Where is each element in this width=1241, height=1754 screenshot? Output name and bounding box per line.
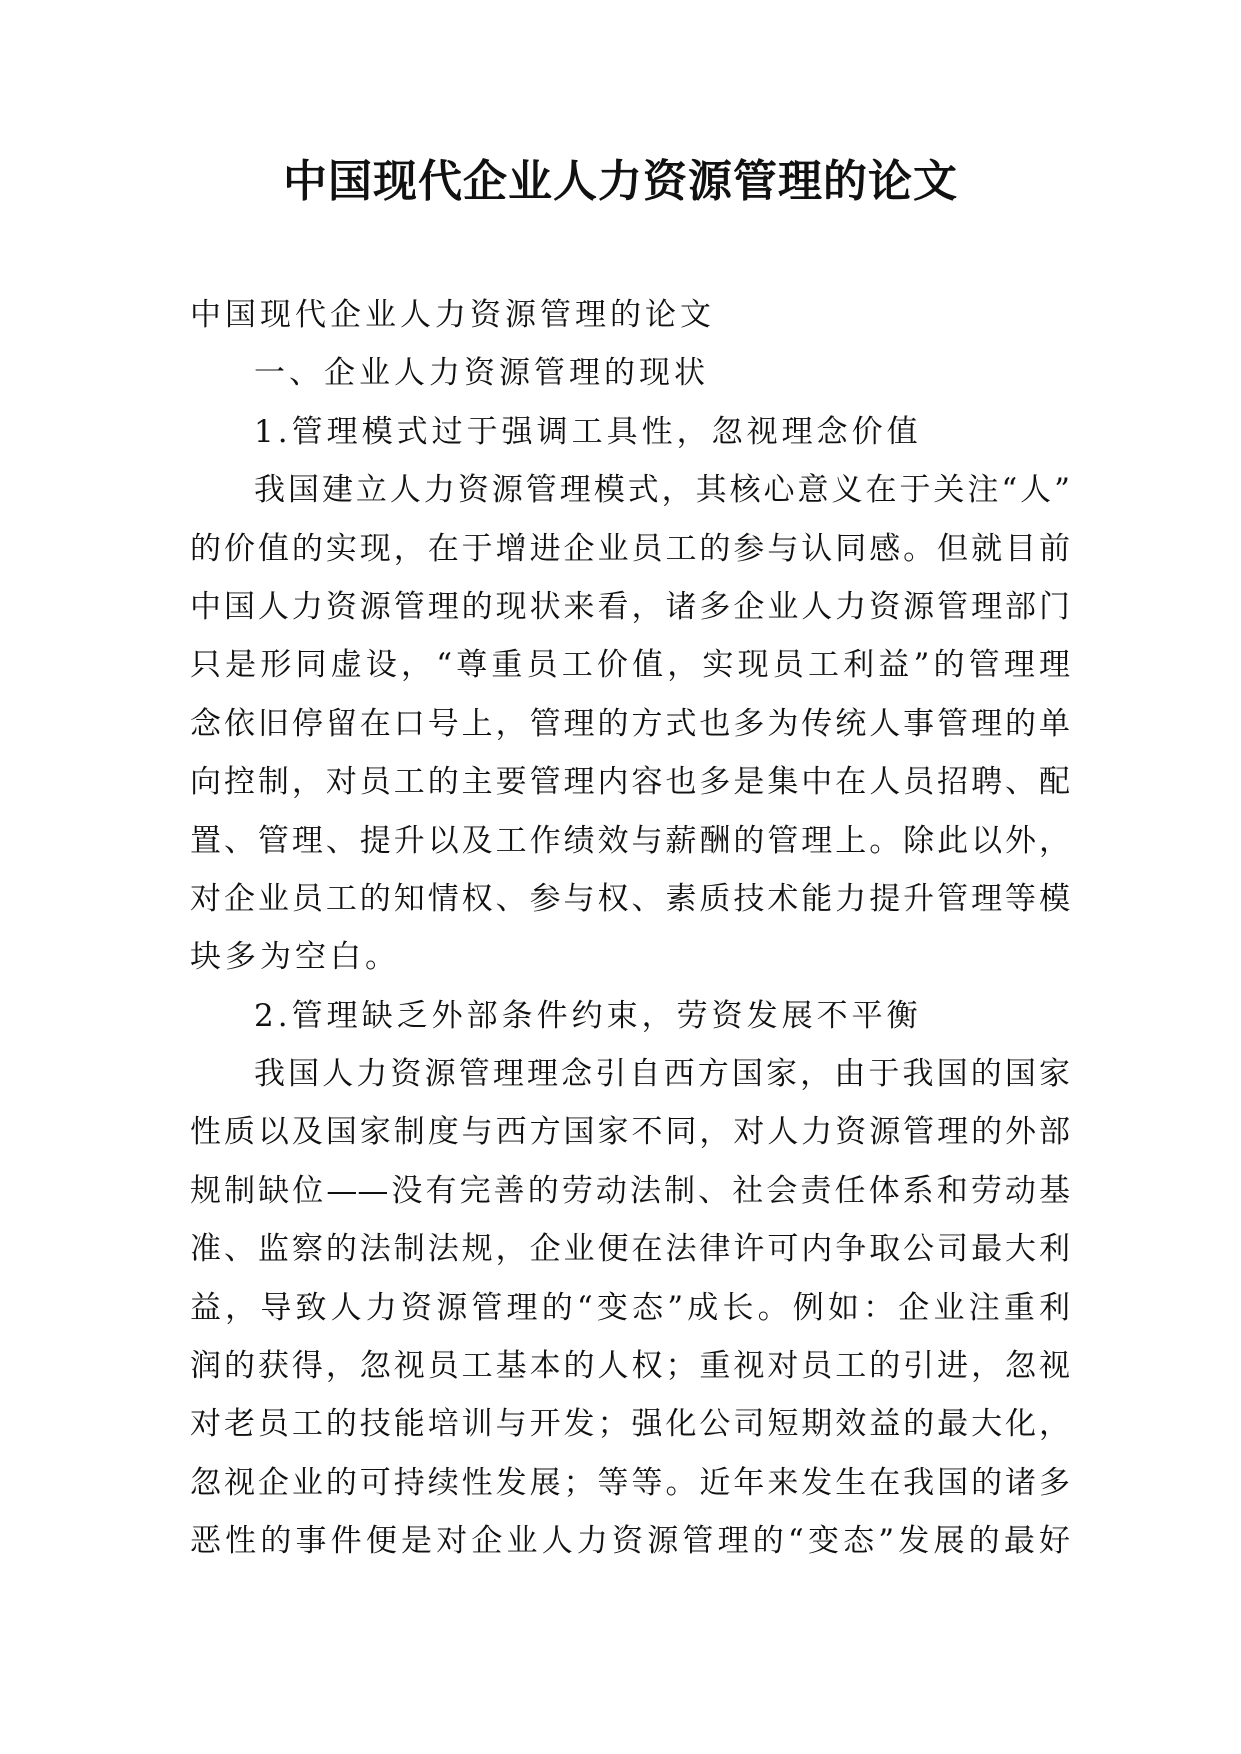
text-line: 我国人力资源管理理念引自西方国家，由于我国的国家 bbox=[254, 1056, 1070, 1093]
text-line: 准、监察的法制法规，企业便在法律许可内争取公司最大利 bbox=[190, 1231, 1070, 1268]
text-line: 对老员工的技能培训与开发；强化公司短期效益的最大化， bbox=[190, 1406, 1070, 1443]
text-line: 规制缺位——没有完善的劳动法制、社会责任体系和劳动基 bbox=[190, 1172, 1070, 1209]
text-line: 对企业员工的知情权、参与权、素质技术能力提升管理等模 bbox=[190, 880, 1070, 917]
text-line: 益，导致人力资源管理的“变态”成长。例如：企业注重利 bbox=[190, 1289, 1070, 1326]
text-line: 1.管理模式过于强调工具性，忽视理念价值 bbox=[254, 413, 922, 450]
text-line: 一、企业人力资源管理的现状 bbox=[254, 355, 709, 392]
text-line: 恶性的事件便是对企业人力资源管理的“变态”发展的最好 bbox=[190, 1523, 1070, 1560]
text-line: 忽视企业的可持续性发展；等等。近年来发生在我国的诸多 bbox=[190, 1464, 1070, 1501]
text-line: 向控制，对员工的主要管理内容也多是集中在人员招聘、配 bbox=[190, 764, 1070, 801]
text-line: 我国建立人力资源管理模式，其核心意义在于关注“人” bbox=[254, 472, 1070, 509]
text-line: 性质以及国家制度与西方国家不同，对人力资源管理的外部 bbox=[190, 1114, 1070, 1151]
text-line: 中国人力资源管理的现状来看，诸多企业人力资源管理部门 bbox=[190, 588, 1070, 625]
text-line: 置、管理、提升以及工作绩效与薪酬的管理上。除此以外， bbox=[190, 822, 1070, 859]
text-line: 只是形同虚设，“尊重员工价值，实现员工利益”的管理理 bbox=[190, 647, 1070, 684]
document-body bbox=[190, 286, 1070, 1571]
text-line: 念依旧停留在口号上，管理的方式也多为传统人事管理的单 bbox=[190, 705, 1070, 742]
text-line: 块多为空白。 bbox=[190, 939, 400, 976]
document-title: 中国现代企业人力资源管理的论文 bbox=[283, 156, 958, 207]
text-line: 的价值的实现，在于增进企业员工的参与认同感。但就目前 bbox=[190, 530, 1070, 567]
text-line: 润的获得，忽视员工基本的人权；重视对员工的引进，忽视 bbox=[190, 1348, 1070, 1385]
text-line: 2.管理缺乏外部条件约束，劳资发展不平衡 bbox=[254, 997, 922, 1034]
text-line: 中国现代企业人力资源管理的论文 bbox=[190, 297, 715, 333]
